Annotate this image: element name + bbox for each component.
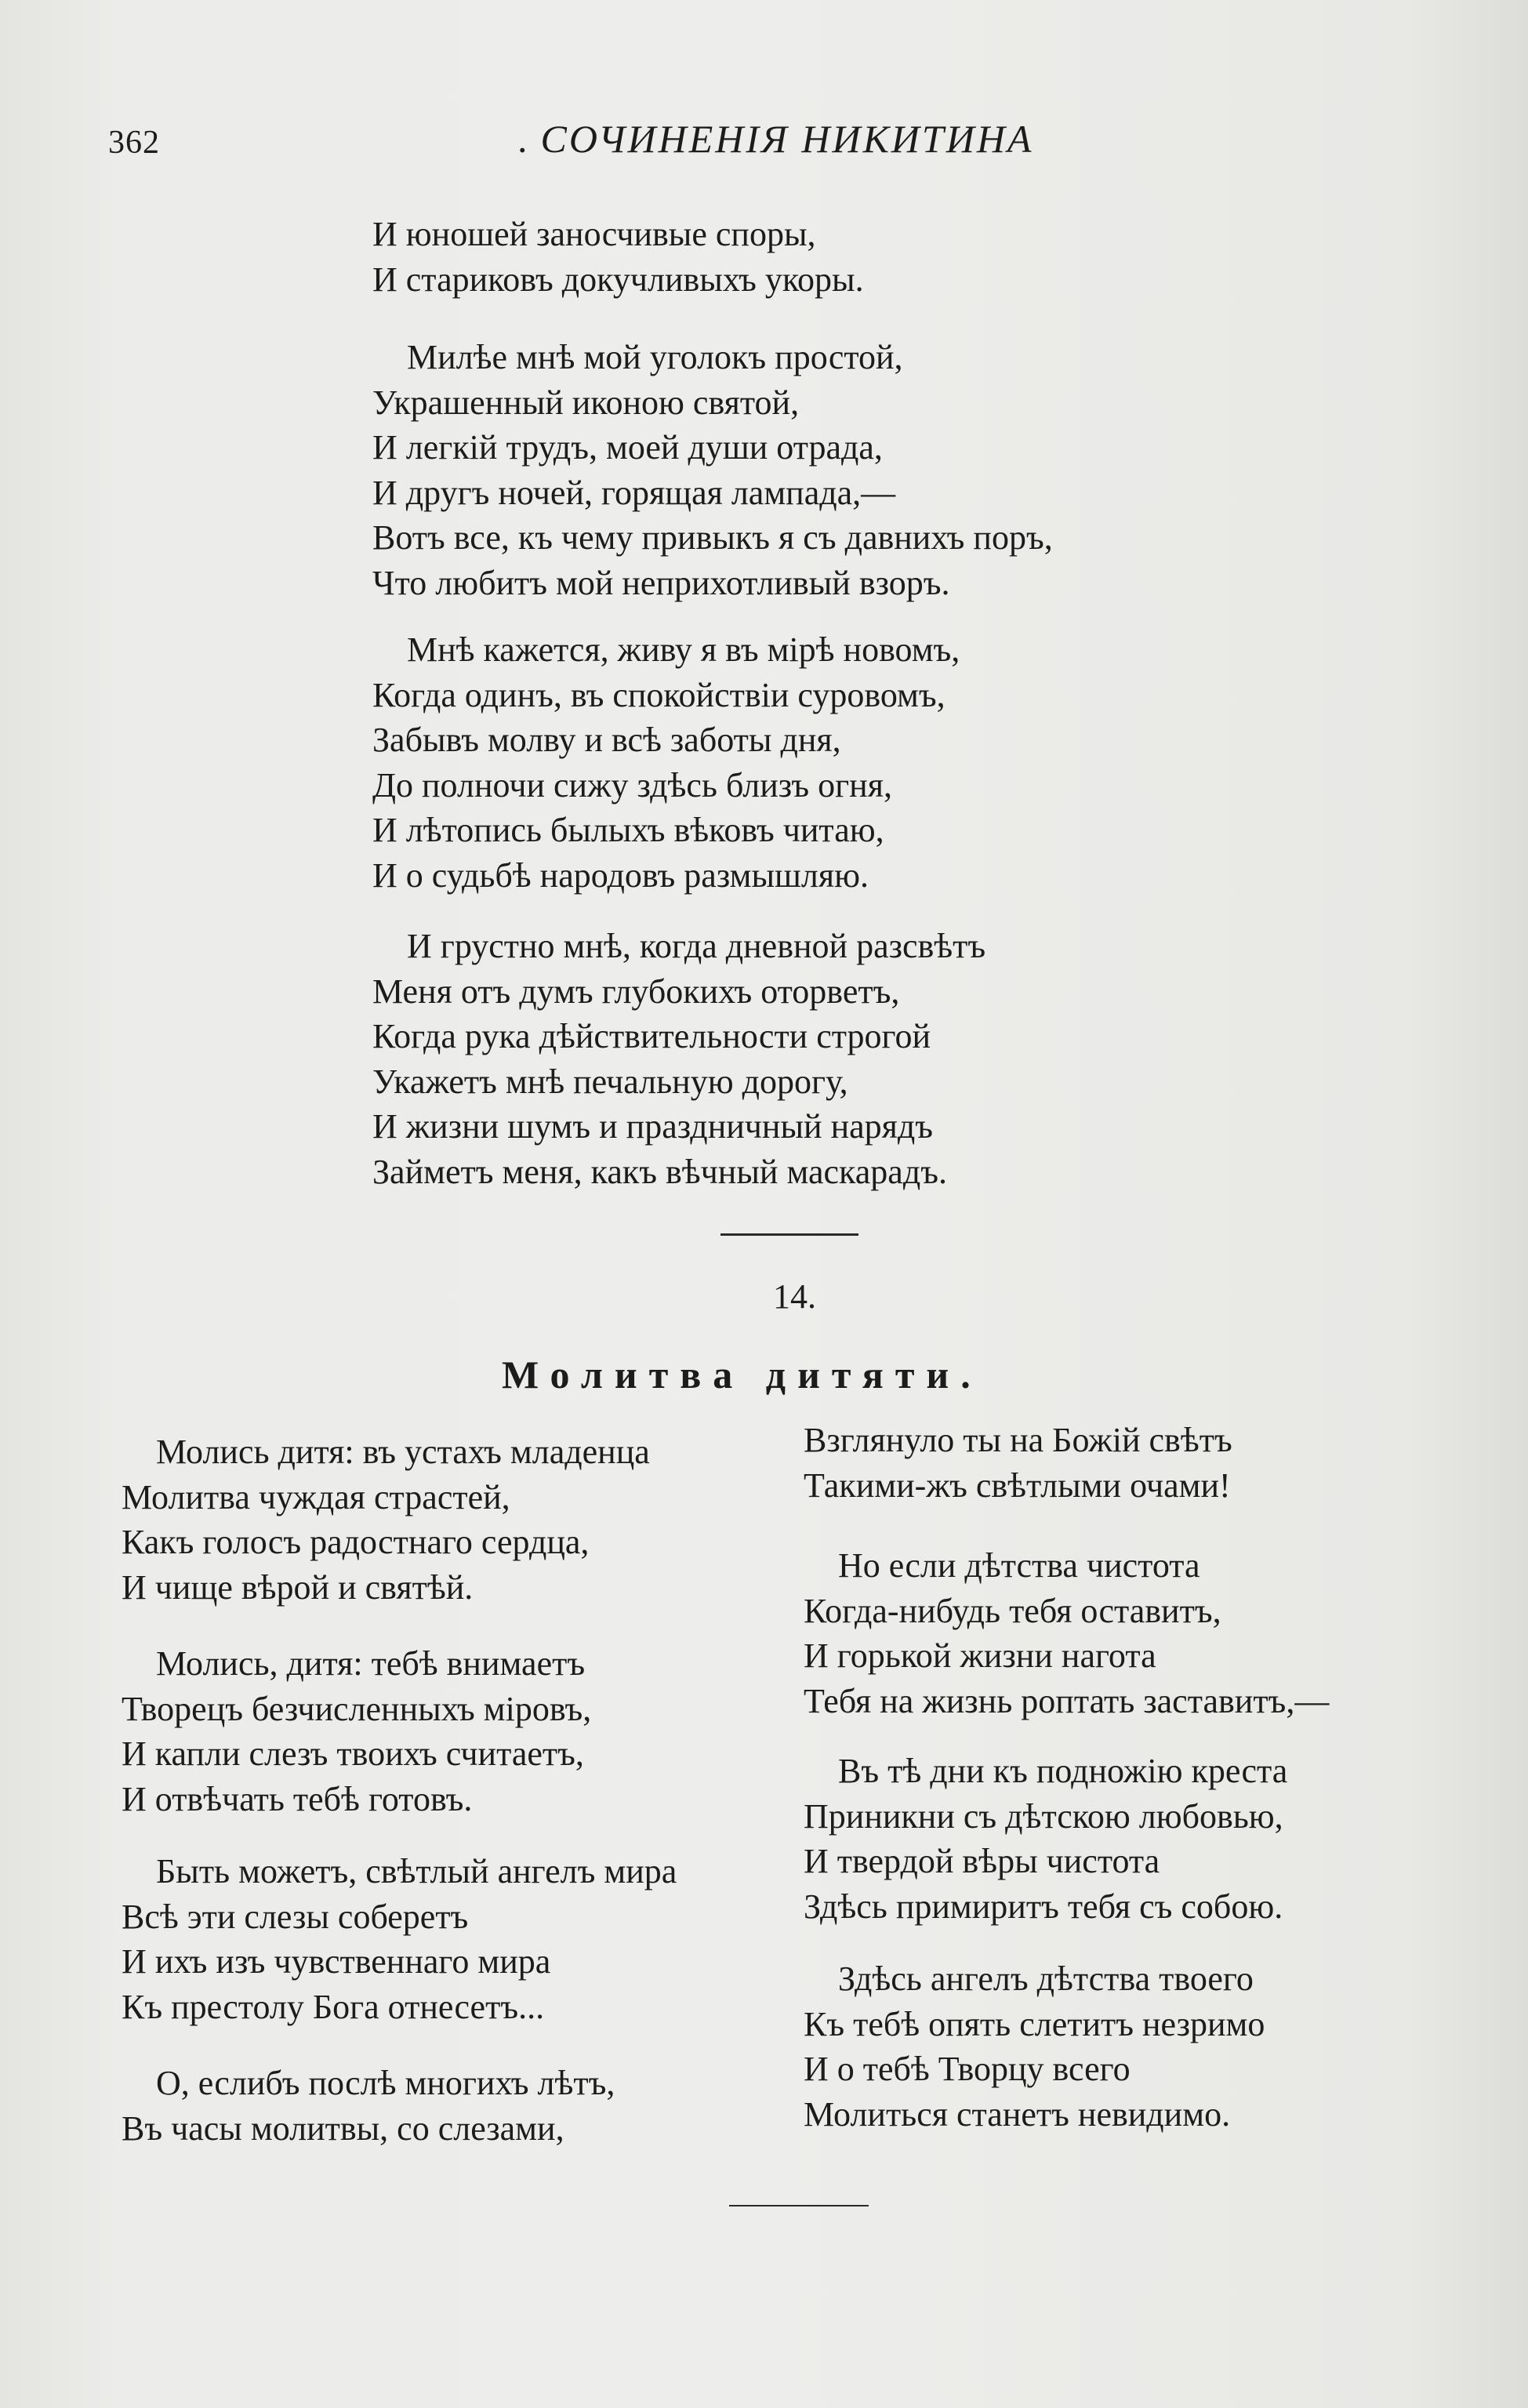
- verse-line: И другъ ночей, горящая лампада,—: [372, 473, 896, 512]
- stanza: [804, 1418, 1232, 1508]
- stanza: [372, 212, 864, 302]
- verse-line: Украшенный иконою святой,: [372, 383, 800, 422]
- verse-line: Здѣсь примиритъ тебя съ собою.: [804, 1887, 1283, 1926]
- page-number: 362: [108, 125, 160, 161]
- verse-line: И юношей заносчивые споры,: [372, 215, 816, 253]
- verse-line: И грустно мнѣ, когда дневной разсвѣтъ: [407, 927, 986, 965]
- verse-line: И жизни шумъ и праздничный нарядъ: [372, 1107, 934, 1146]
- poem-number: 14.: [773, 1277, 816, 1316]
- verse-line: Въ часы молитвы, со слезами,: [122, 2108, 564, 2148]
- verse-line: И ихъ изъ чувственнаго мира: [122, 1942, 551, 1981]
- stanza: [804, 1749, 1287, 1929]
- stanza: [122, 1429, 650, 1610]
- stanza: [372, 335, 1053, 605]
- verse-line: И легкій трудъ, моей души отрада,: [372, 428, 883, 467]
- verse-line: Приникни съ дѣтскою любовью,: [804, 1796, 1283, 1836]
- stanza: [122, 1641, 591, 1821]
- verse-line: Когда рука дѣйствительности строгой: [372, 1017, 931, 1055]
- verse-line: Когда одинъ, въ спокойствіи суровомъ,: [372, 675, 945, 714]
- verse-line: И отвѣчать тебѣ готовъ.: [122, 1779, 473, 1818]
- verse-line: И о тебѣ Творцу всего: [804, 2050, 1131, 2088]
- verse-line: Въ тѣ дни къ подножію креста: [838, 1752, 1288, 1790]
- verse-line: Забывъ молву и всѣ заботы дня,: [372, 721, 841, 759]
- verse-line: Молись, дитя: тебѣ внимаетъ: [156, 1644, 586, 1683]
- verse-line: Такими-жъ свѣтлыми очами!: [804, 1466, 1231, 1505]
- verse-line: Къ престолу Бога отнесетъ...: [122, 1987, 545, 2026]
- verse-line: Мнѣ кажется, живу я въ мірѣ новомъ,: [407, 630, 960, 669]
- header-dot: .: [517, 117, 530, 161]
- stanza: [372, 627, 960, 898]
- verse-line: Молись дитя: въ устахъ младенца: [156, 1433, 650, 1471]
- verse-line: До полночи сижу здѣсь близъ огня,: [372, 765, 892, 804]
- verse-line: Вотъ все, къ чему привыкъ я съ давнихъ поръ,: [372, 518, 1053, 557]
- verse-line: Къ тебѣ опять слетитъ незримо: [804, 2004, 1265, 2043]
- verse-line: Взглянуло ты на Божій свѣтъ: [804, 1421, 1232, 1459]
- verse-line: И капли слезъ твоихъ считаетъ,: [122, 1734, 584, 1773]
- stanza: [122, 1849, 677, 2029]
- stanza: [804, 1543, 1329, 1723]
- verse-line: И о судьбѣ народовъ размышляю.: [372, 855, 869, 895]
- verse-line: Когда-нибудь тебя оставитъ,: [804, 1591, 1221, 1630]
- stanza: [372, 924, 985, 1194]
- end-divider: [729, 2205, 869, 2206]
- verse-line: Но если дѣтства чистота: [838, 1546, 1200, 1585]
- verse-line: Укажетъ мнѣ печальную дорогу,: [372, 1062, 848, 1101]
- verse-line: Что любитъ мой неприхотливый взоръ.: [372, 563, 950, 602]
- verse-line: Молитва чуждая страстей,: [122, 1477, 510, 1516]
- stanza: [804, 1956, 1265, 2137]
- verse-line: И твердой вѣры чистота: [804, 1842, 1160, 1880]
- poem-title: Молитва дитяти.: [502, 1353, 982, 1396]
- running-head-title: СОЧИНЕНІЯ НИКИТИНА: [540, 117, 1034, 161]
- verse-line: И стариковъ докучливыхъ укоры.: [372, 260, 864, 299]
- verse-line: Молиться станетъ невидимо.: [804, 2094, 1231, 2134]
- verse-line: Займетъ меня, какъ вѣчный маскарадъ.: [372, 1152, 947, 1191]
- verse-line: Здѣсь ангелъ дѣтства твоего: [838, 1959, 1254, 1998]
- verse-line: Всѣ эти слезы соберетъ: [122, 1897, 469, 1936]
- stanza: [122, 2061, 615, 2151]
- verse-line: Творецъ безчисленныхъ міровъ,: [122, 1689, 592, 1728]
- verse-line: Быть можетъ, свѣтлый ангелъ мира: [156, 1852, 677, 1890]
- section-divider: [720, 1233, 858, 1236]
- verse-line: И горькой жизни нагота: [804, 1636, 1156, 1675]
- verse-line: Тебя на жизнь роптать заставитъ,—: [804, 1681, 1330, 1720]
- verse-line: Милѣе мнѣ мой уголокъ простой,: [407, 338, 903, 376]
- verse-line: И чище вѣрой и святѣй.: [122, 1567, 474, 1607]
- verse-line: Какъ голосъ радостнаго сердца,: [122, 1523, 590, 1561]
- verse-line: Меня отъ думъ глубокихъ оторветъ,: [372, 972, 900, 1011]
- running-head: [517, 116, 1033, 162]
- verse-line: И лѣтопись былыхъ вѣковъ читаю,: [372, 811, 884, 849]
- verse-line: О, еслибъ послѣ многихъ лѣтъ,: [156, 2064, 615, 2102]
